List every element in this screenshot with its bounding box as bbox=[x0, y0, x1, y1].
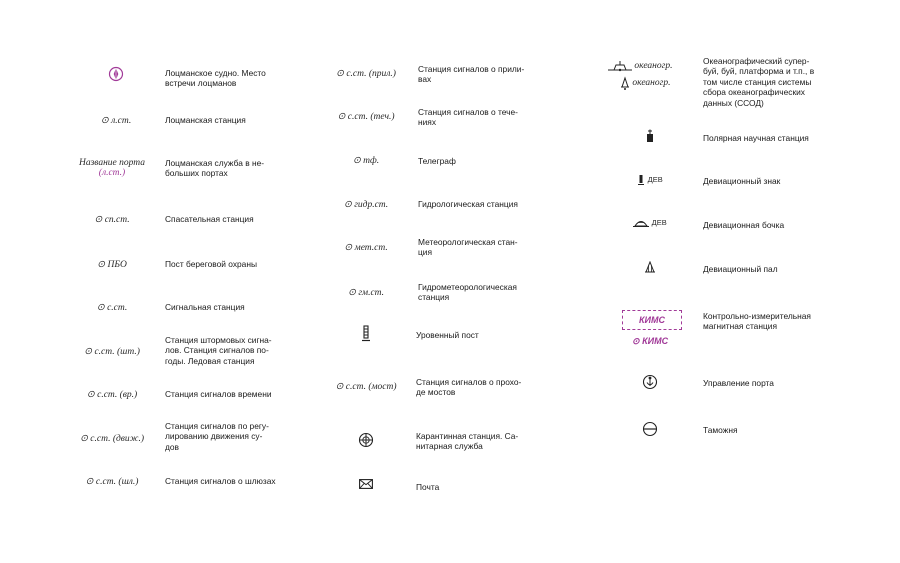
legend-symbol bbox=[608, 421, 692, 440]
symbol-abbrev: с.ст. (мост) bbox=[345, 382, 397, 392]
legend-symbol bbox=[318, 479, 414, 492]
legend-symbol bbox=[608, 261, 692, 276]
symbol-abbrev: океаногр. bbox=[632, 78, 671, 89]
legend-symbol bbox=[318, 432, 414, 451]
legend-description: Станция сигналов о шлюзах bbox=[165, 476, 276, 486]
legend-description: Океанографический супер- буй, буй, платформа и т.п., в том числе станция системы сбора океанографических данных (ССОД) bbox=[703, 56, 815, 108]
symbol-abbrev: сп.ст. bbox=[104, 215, 130, 225]
station-circle-icon: ⊙ bbox=[84, 347, 93, 357]
legend-symbol bbox=[318, 111, 414, 122]
legend-symbol bbox=[66, 259, 158, 270]
legend-description: Станция сигналов времени bbox=[165, 389, 272, 399]
legend-symbol bbox=[66, 214, 158, 225]
legend-description: Почта bbox=[416, 482, 440, 492]
legend-description: Метеорологическая стан- ция bbox=[418, 237, 518, 258]
station-circle-icon: ⊙ bbox=[337, 112, 346, 122]
ocean-platform-icon bbox=[620, 76, 630, 90]
legend-description: Спасательная станция bbox=[165, 214, 254, 224]
deviation-pile-icon bbox=[644, 261, 656, 273]
symbol-abbrev: тф. bbox=[363, 156, 380, 166]
legend-description: Лоцманская станция bbox=[165, 115, 246, 125]
legend-description: Карантинная станция. Са- нитарная служба bbox=[416, 431, 519, 452]
legend-description: Девиационный пал bbox=[703, 264, 778, 274]
legend-description: Девиационная бочка bbox=[703, 220, 785, 230]
legend-description: Девиационный знак bbox=[703, 176, 781, 186]
symbol-abbrev: с.ст. (шл.) bbox=[95, 477, 139, 487]
station-circle-icon: ⊙ bbox=[336, 69, 344, 79]
legend-symbol bbox=[66, 389, 158, 400]
legend-description: Управление порта bbox=[703, 378, 774, 388]
symbol-abbrev: с.ст. (вр.) bbox=[97, 390, 138, 400]
legend-description: Контрольно-измерительная магнитная станция bbox=[703, 311, 811, 332]
station-circle-icon: ⊙ bbox=[85, 477, 94, 487]
station-circle-icon: ⊙ bbox=[94, 215, 103, 225]
symbol-port-name: Название порта bbox=[78, 158, 146, 168]
symbol-abbrev: ПБО bbox=[107, 260, 127, 270]
legend-symbol bbox=[318, 381, 414, 392]
station-circle-icon: ⊙ bbox=[347, 288, 356, 298]
legend-description: Гидрологическая станция bbox=[418, 199, 518, 209]
legend-symbol bbox=[608, 60, 692, 90]
symbol-abbrev: мет.ст. bbox=[354, 243, 388, 253]
legend-description: Уровенный пост bbox=[416, 330, 479, 340]
legend-description: Станция сигналов о прили- вах bbox=[418, 64, 525, 85]
pilot-vessel-icon bbox=[108, 66, 124, 82]
symbol-abbrev: ДЕВ bbox=[651, 218, 667, 228]
legend-symbol bbox=[66, 302, 158, 313]
station-circle-icon: ⊙ bbox=[632, 336, 640, 346]
station-circle-icon: ⊙ bbox=[335, 382, 344, 392]
legend-symbol bbox=[608, 218, 692, 228]
station-circle-icon: ⊙ bbox=[344, 243, 353, 253]
post-envelope-icon bbox=[359, 479, 373, 489]
station-circle-icon: ⊙ bbox=[86, 390, 95, 400]
kims-symbol-box: КИМС bbox=[622, 310, 682, 330]
legend-description: Станция сигналов о прохо- де мостов bbox=[416, 377, 522, 398]
polar-station-icon bbox=[645, 129, 655, 143]
legend-description: Лоцманская служба в не- больших портах bbox=[165, 158, 265, 179]
legend-symbol bbox=[318, 242, 414, 253]
deviation-mark-icon bbox=[637, 174, 645, 186]
kims-symbol-circle bbox=[632, 336, 668, 347]
pilot-vessel-symbol bbox=[100, 66, 132, 85]
quarantine-icon bbox=[358, 432, 374, 448]
legend-description: Станция штормовых сигна- лов. Станция сигналов по- годы. Ледовая станция bbox=[165, 335, 272, 366]
legend-symbol bbox=[318, 325, 414, 346]
station-circle-icon: ⊙ bbox=[343, 200, 352, 210]
legend-description: Станция сигналов по регу- лированию движения су- дов bbox=[165, 421, 269, 452]
symbol-abbrev: л.ст. bbox=[111, 116, 132, 126]
legend-description: Станция сигналов о тече- ниях bbox=[418, 107, 518, 128]
legend-symbol bbox=[66, 346, 158, 357]
legend-symbol bbox=[318, 199, 414, 210]
legend-symbol bbox=[608, 374, 692, 393]
symbol-abbrev: КИМС bbox=[642, 336, 669, 346]
deviation-barrel-icon bbox=[633, 218, 649, 228]
symbol-abbrev: с.ст. (движ.) bbox=[90, 434, 145, 444]
station-circle-icon: ⊙ bbox=[100, 116, 109, 126]
legend-symbol bbox=[318, 68, 414, 79]
legend-description: Таможня bbox=[703, 425, 738, 435]
legend-description: Гидрометеорологическая станция bbox=[418, 282, 517, 303]
symbol-abbrev: океаногр. bbox=[634, 61, 673, 72]
symbol-abbrev: (л.ст.) bbox=[98, 168, 126, 178]
station-circle-icon: ⊙ bbox=[352, 156, 361, 166]
ocean-buoy-icon bbox=[608, 60, 632, 72]
legend-symbol bbox=[66, 476, 158, 487]
station-circle-icon: ⊙ bbox=[79, 434, 88, 444]
legend-symbol bbox=[70, 115, 162, 126]
legend-symbol bbox=[608, 174, 692, 186]
symbol-abbrev: гм.ст. bbox=[358, 288, 385, 298]
port-control-icon bbox=[642, 374, 658, 390]
legend-description: Лоцманское судно. Место встречи лоцманов bbox=[165, 68, 266, 89]
symbol-abbrev: с.ст. (прил.) bbox=[346, 69, 396, 79]
symbol-abbrev: ДЕВ bbox=[647, 175, 663, 185]
customs-icon bbox=[642, 421, 658, 437]
legend-description: Телеграф bbox=[418, 156, 456, 166]
symbol-abbrev: гидр.ст. bbox=[354, 200, 389, 210]
symbol-abbrev: с.ст. bbox=[107, 303, 128, 313]
legend-symbol bbox=[66, 158, 158, 178]
legend-description: Полярная научная станция bbox=[703, 133, 809, 143]
station-circle-icon: ⊙ bbox=[97, 260, 106, 270]
tide-gauge-icon bbox=[361, 325, 371, 343]
legend-symbol bbox=[608, 129, 692, 146]
legend-symbol bbox=[318, 155, 414, 166]
symbol-abbrev: с.ст. (теч.) bbox=[347, 112, 395, 122]
symbol-abbrev: с.ст. (шт.) bbox=[94, 347, 140, 357]
legend-symbol bbox=[66, 433, 158, 444]
legend-description: Сигнальная станция bbox=[165, 302, 245, 312]
legend-symbol bbox=[318, 287, 414, 298]
station-circle-icon: ⊙ bbox=[96, 303, 105, 313]
legend-description: Пост береговой охраны bbox=[165, 259, 257, 269]
